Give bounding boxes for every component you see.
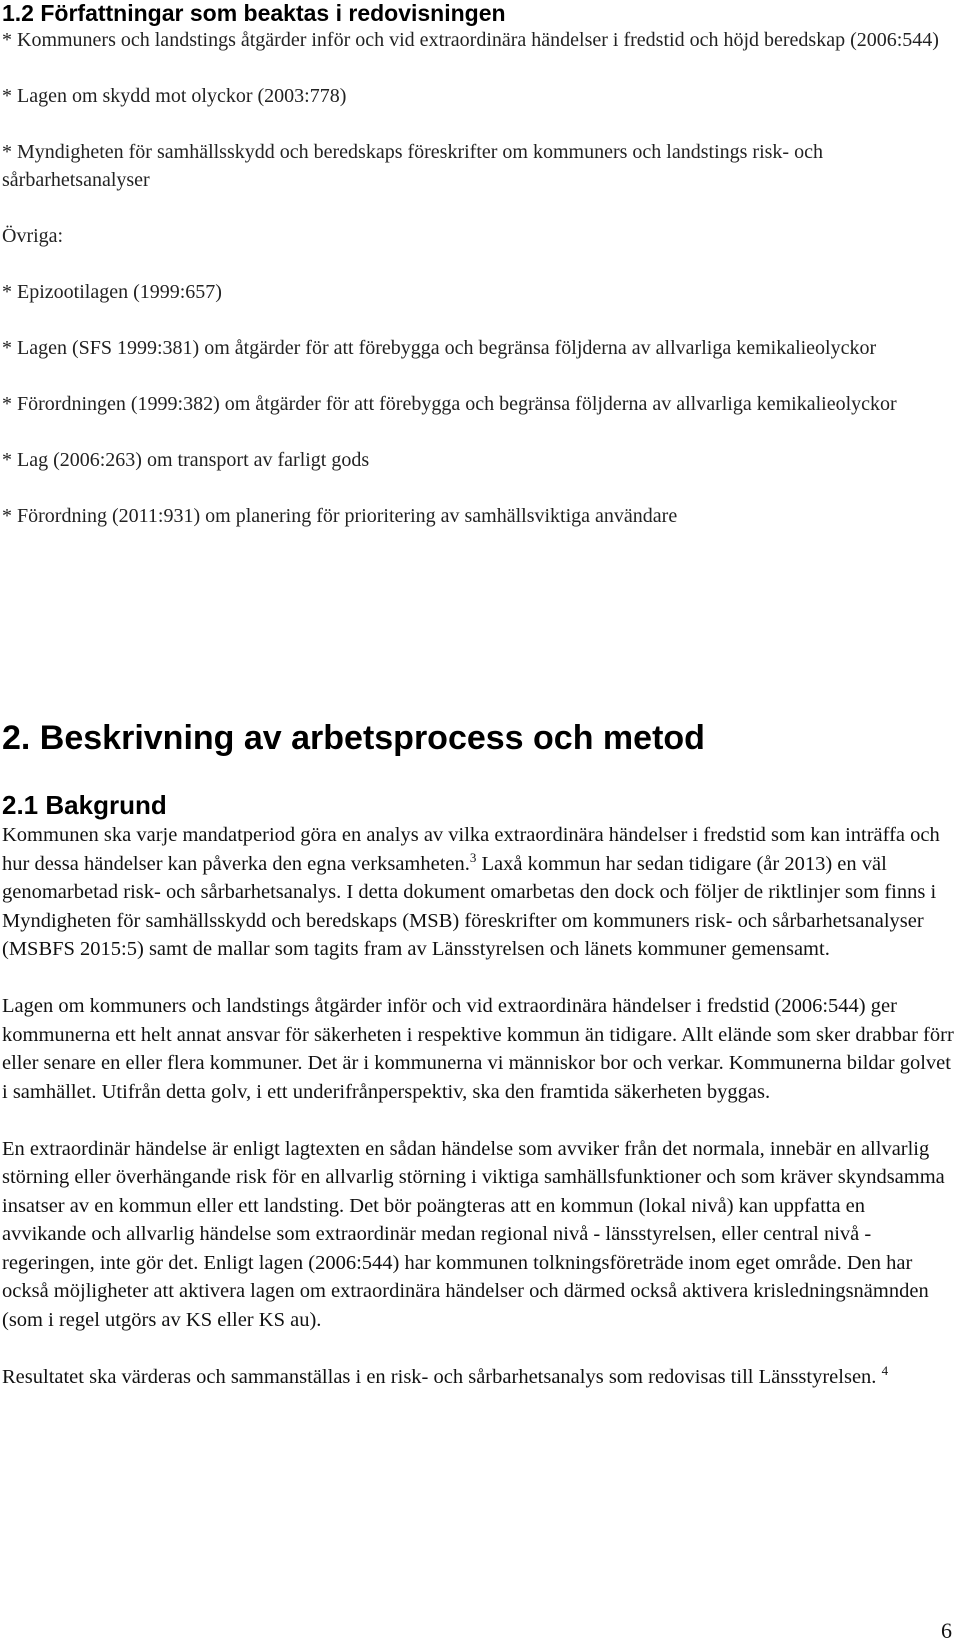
paragraph	[2, 1363, 954, 1392]
list-item: * Lag (2006:263) om transport av farligt gods	[2, 449, 370, 471]
section-heading-2-1: 2.1 Bakgrund	[2, 790, 167, 820]
footnote-ref: 4	[881, 1362, 889, 1378]
paragraph: En extraordinär händelse är enligt lagtexten en sådan händelse som avviker från det normala, innebär en allvarlig störning eller överhängande risk för en allvarlig störning i viktiga samhällsfunktioner och som kräver skyndsamma insatser av en kommun eller ett landsting. Det bör poängteras att en kommun (lokal nivå) kan uppfatta en avvikande och allvarlig händelse som extraordinär medan regional nivå - länsstyrelsen, eller central nivå - regeringen, inte gör det. Enligt lagen (2006:544) har kommunen tolkningsföreträde inom eget område. Den har också möjligheter att aktivera lagen om extraordinära händelser och därmed också aktivera krisledningsnämnden (som i regel utgörs av KS eller KS au).	[2, 1137, 945, 1331]
body-text	[2, 821, 954, 1420]
list-item: * Kommuners och landstings åtgärder inför och vid extraordinära händelser i fredstid och höjd beredskap (2006:544)	[2, 29, 939, 51]
section-heading-2: 2. Beskrivning av arbetsprocess och metod	[2, 719, 705, 757]
other-label: Övriga:	[2, 225, 64, 247]
list-item: * Myndigheten för samhällsskydd och beredskaps föreskrifter om kommuners och landstings risk- och sårbarhetsanalyser	[2, 141, 823, 191]
list-item: * Lagen om skydd mot olyckor (2003:778)	[2, 85, 347, 107]
paragraph-text: Laxå kommun har sedan tidigare (år 2013) en väl genomarbetad risk- och sårbarhetsanalys. I detta dokument omarbetas den dock och följer de riktlinjer som finns i Myndigheten för samhällsskydd och beredskaps (MSB) föreskrifter om kommuners risk- och sårbarhetsanalyser (MSBFS 2015:5) samt de mallar som tagits fram av Länsstyrelsen och länets kommuner gemensamt.	[2, 852, 937, 960]
list-item: * Förordning (2011:931) om planering för prioritering av samhällsviktiga användare	[2, 505, 678, 527]
paragraph-text: Kommunen ska varje mandatperiod göra en analys av vilka extraordinära händelser i fredstid som kan inträffa och hur dessa händelser kan påverka den egna verksamheten.	[2, 824, 940, 875]
paragraph	[2, 821, 954, 964]
list-item: * Förordningen (1999:382) om åtgärder för att förebygga och begränsa följderna av allvarliga kemikalieolyckor	[2, 393, 897, 415]
list-item: * Epizootilagen (1999:657)	[2, 281, 222, 303]
regulations-list	[2, 26, 952, 558]
footnote-ref: 3	[469, 849, 477, 865]
page-number: 6	[941, 1618, 952, 1643]
paragraph: Lagen om kommuners och landstings åtgärder inför och vid extraordinära händelser i fredstid (2006:544) ger kommunerna ett helt annat ansvar för säkerheten i respektive kommun än tidigare. Allt elände som sker drabbar förr eller senare en eller flera kommuner. Det är i kommunerna vi människor bor och verkar. Kommunerna bildar golvet i samhället. Utifrån detta golv, i ett underifrånperspektiv, ska den framtida säkerheten byggas.	[2, 995, 954, 1103]
list-item: * Lagen (SFS 1999:381) om åtgärder för att förebygga och begränsa följderna av allvarliga kemikalieolyckor	[2, 337, 877, 359]
section-heading-1-2: 1.2 Författningar som beaktas i redovisningen	[2, 0, 506, 26]
paragraph-text: Resultatet ska värderas och sammanställas i en risk- och sårbarhetsanalys som redovisas till Länsstyrelsen.	[2, 1365, 882, 1388]
